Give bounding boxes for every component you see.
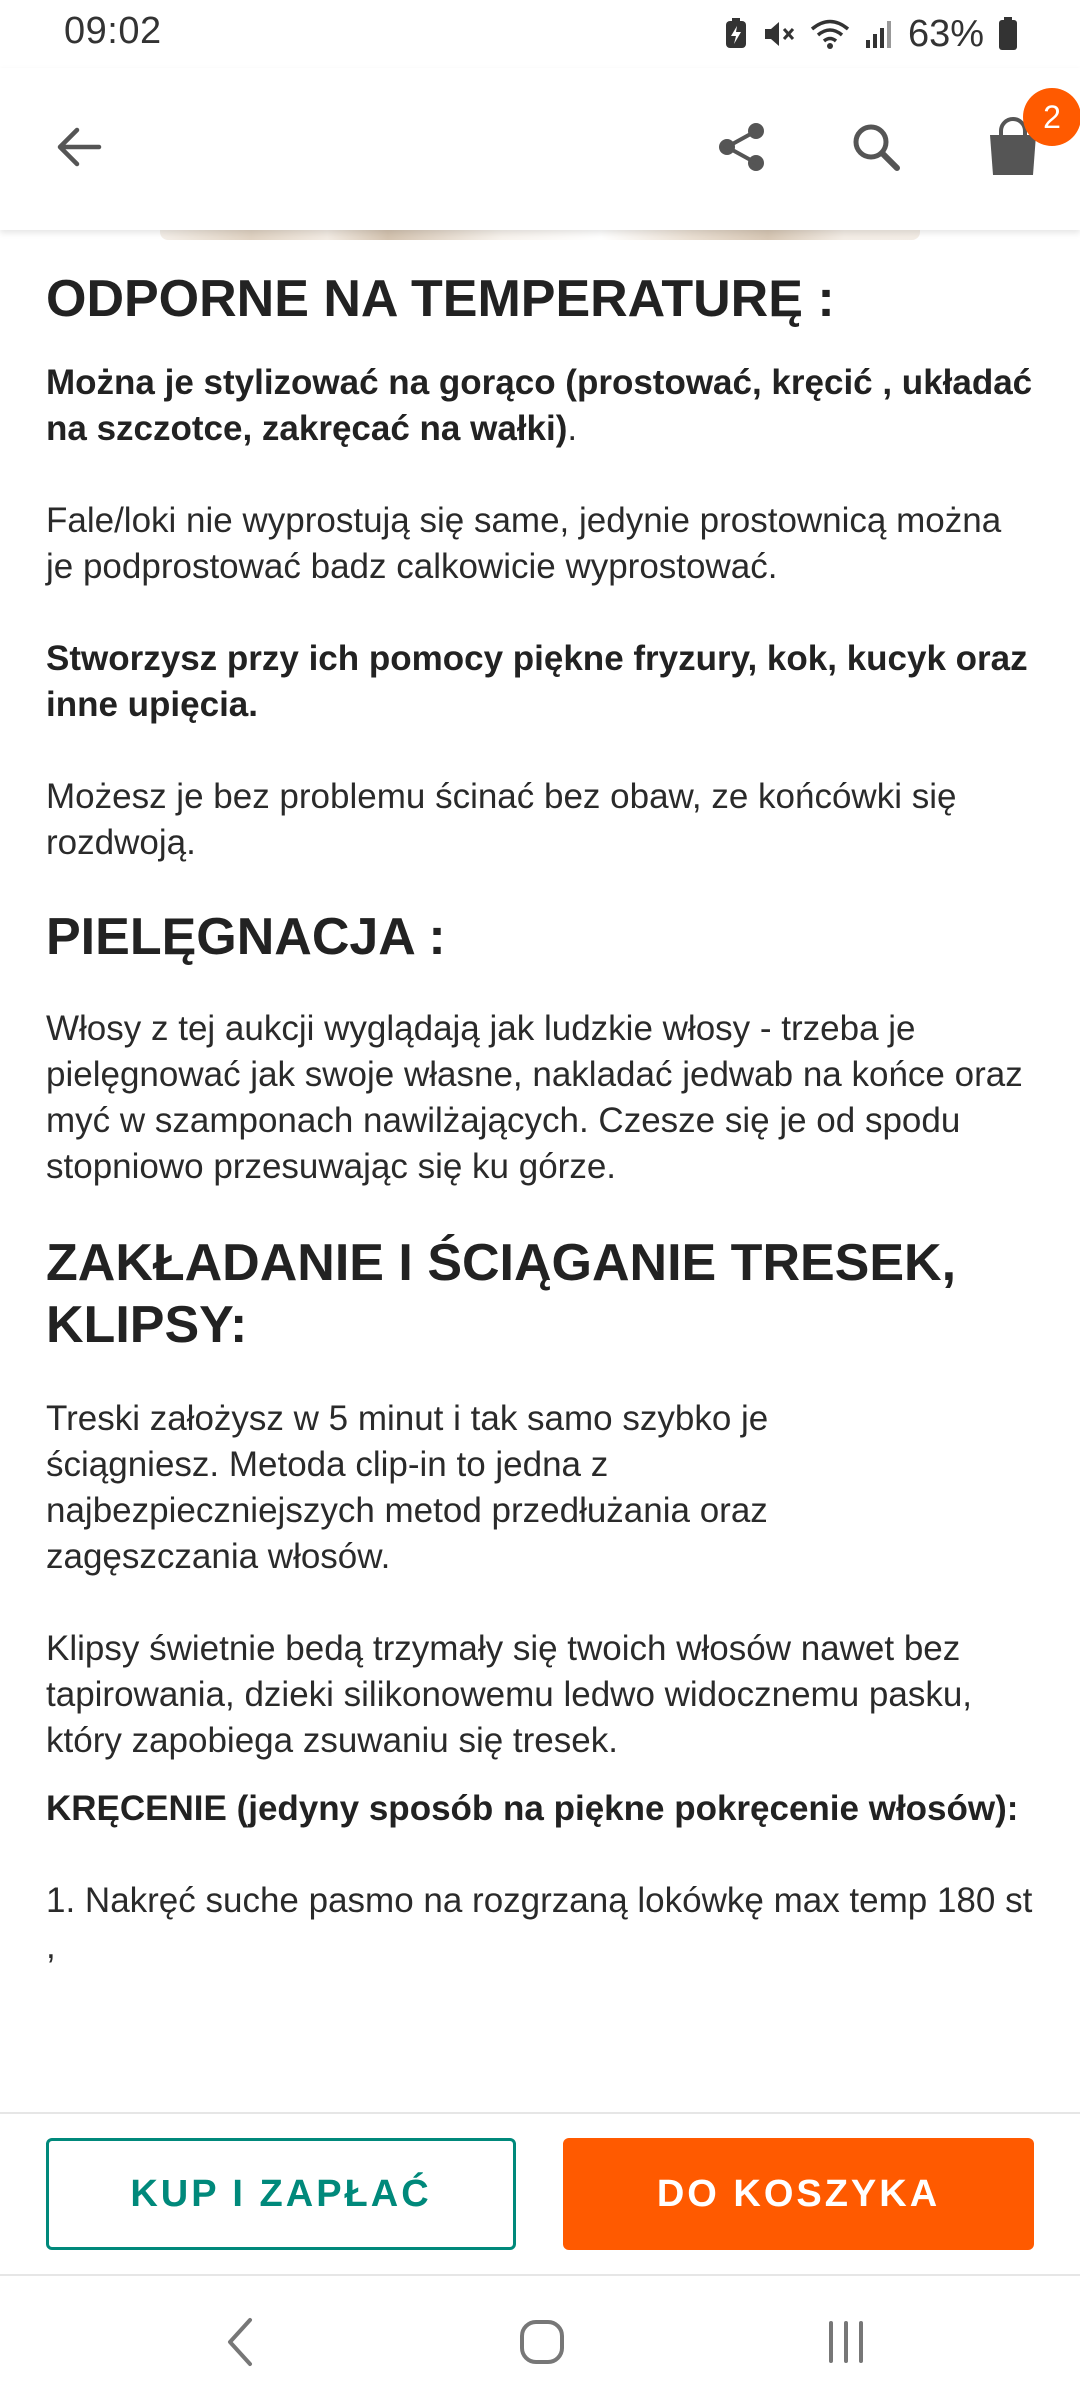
clips-paragraph-2: Klipsy świetnie bedą trzymały się twoich włosów nawet bez tapirowania, dzieki silikonowemu ledwo widocznemu pasku, który zapobiega zsuwaniu się tresek. xyxy=(46,1629,973,1760)
heading-temperature: ODPORNE NA TEMPERATURĘ : xyxy=(46,270,835,328)
search-button[interactable] xyxy=(835,108,917,190)
clips-paragraph-1: Treski założysz w 5 minut i tak samo szybko je ściągniesz. Metoda clip-in to jedna z najbezpieczniejszych metod przedłużania oraz zagęszczania włosów. xyxy=(46,1399,769,1576)
buy-now-button[interactable]: KUP I ZAPŁAĆ xyxy=(46,2138,516,2250)
temperature-paragraph-1-tail: . xyxy=(567,409,578,448)
care-paragraph: Włosy z tej aukcji wyglądają jak ludzkie włosy - trzeba je pielęgnować jak swoje własne, nakladać jedwab na końce oraz myć w szamponach nawilżających. Czesze się je od spodu stopniowo przesuwając się ku górze. xyxy=(46,1009,1023,1186)
product-description xyxy=(46,252,1036,1970)
add-to-cart-button[interactable]: DO KOSZYKA xyxy=(563,2138,1034,2250)
wifi-icon xyxy=(810,18,850,50)
nav-back-button[interactable] xyxy=(200,2304,280,2384)
temperature-paragraph-4: Możesz je bez problemu ścinać bez obaw, ze końcówki się rozdwoją. xyxy=(46,777,957,862)
status-bar xyxy=(0,0,1080,68)
curling-heading-bold: KRĘCENIE (jedyny sposób na piękne pokręcenie włosów): xyxy=(46,1789,1019,1828)
cart-count-badge: 2 xyxy=(1023,88,1080,146)
share-icon xyxy=(714,119,770,180)
mute-icon xyxy=(762,18,796,50)
share-button[interactable] xyxy=(701,108,783,190)
temperature-paragraph-3 xyxy=(46,636,1036,728)
temperature-paragraph-1-bold: Można je stylizować na gorąco (prostować, kręcić , układać na szczotce, zakręcać na wałki) xyxy=(46,363,1033,448)
back-button[interactable] xyxy=(38,108,120,190)
battery-percent: 63% xyxy=(907,12,984,55)
curling-heading xyxy=(46,1786,1036,1832)
nav-home-button[interactable] xyxy=(502,2304,582,2384)
battery-icon xyxy=(998,17,1018,51)
status-time: 09:02 xyxy=(64,10,162,52)
nav-home-icon xyxy=(516,2316,568,2373)
temperature-paragraph-2: Fale/loki nie wyprostują się same, jedynie prostownicą można je podprostować badz calkowicie wyprostować. xyxy=(46,501,1002,586)
temperature-paragraph-1 xyxy=(46,360,1036,452)
temperature-paragraph-3-bold: Stworzysz przy ich pomocy piękne fryzury, kok, kucyk oraz inne upięcia. xyxy=(46,639,1028,724)
nav-recents-button[interactable] xyxy=(806,2304,886,2384)
nav-back-icon xyxy=(220,2314,260,2375)
nav-recents-icon xyxy=(821,2317,871,2372)
back-arrow-icon xyxy=(53,121,105,178)
signal-icon xyxy=(864,18,894,50)
battery-saver-icon xyxy=(724,18,748,50)
system-nav-bar xyxy=(0,2278,1080,2408)
app-bar xyxy=(0,68,1080,230)
heading-care: PIELĘGNACJA : xyxy=(46,908,446,966)
heading-clips: ZAKŁADANIE I ŚCIĄGANIE TRESEK, KLIPSY: xyxy=(46,1234,957,1354)
status-icons xyxy=(724,10,1018,58)
curling-step-1: 1. Nakręć suche pasmo na rozgrzaną lokówkę max temp 180 st , xyxy=(46,1881,1033,1966)
search-icon xyxy=(849,120,903,179)
purchase-action-bar xyxy=(0,2112,1080,2276)
